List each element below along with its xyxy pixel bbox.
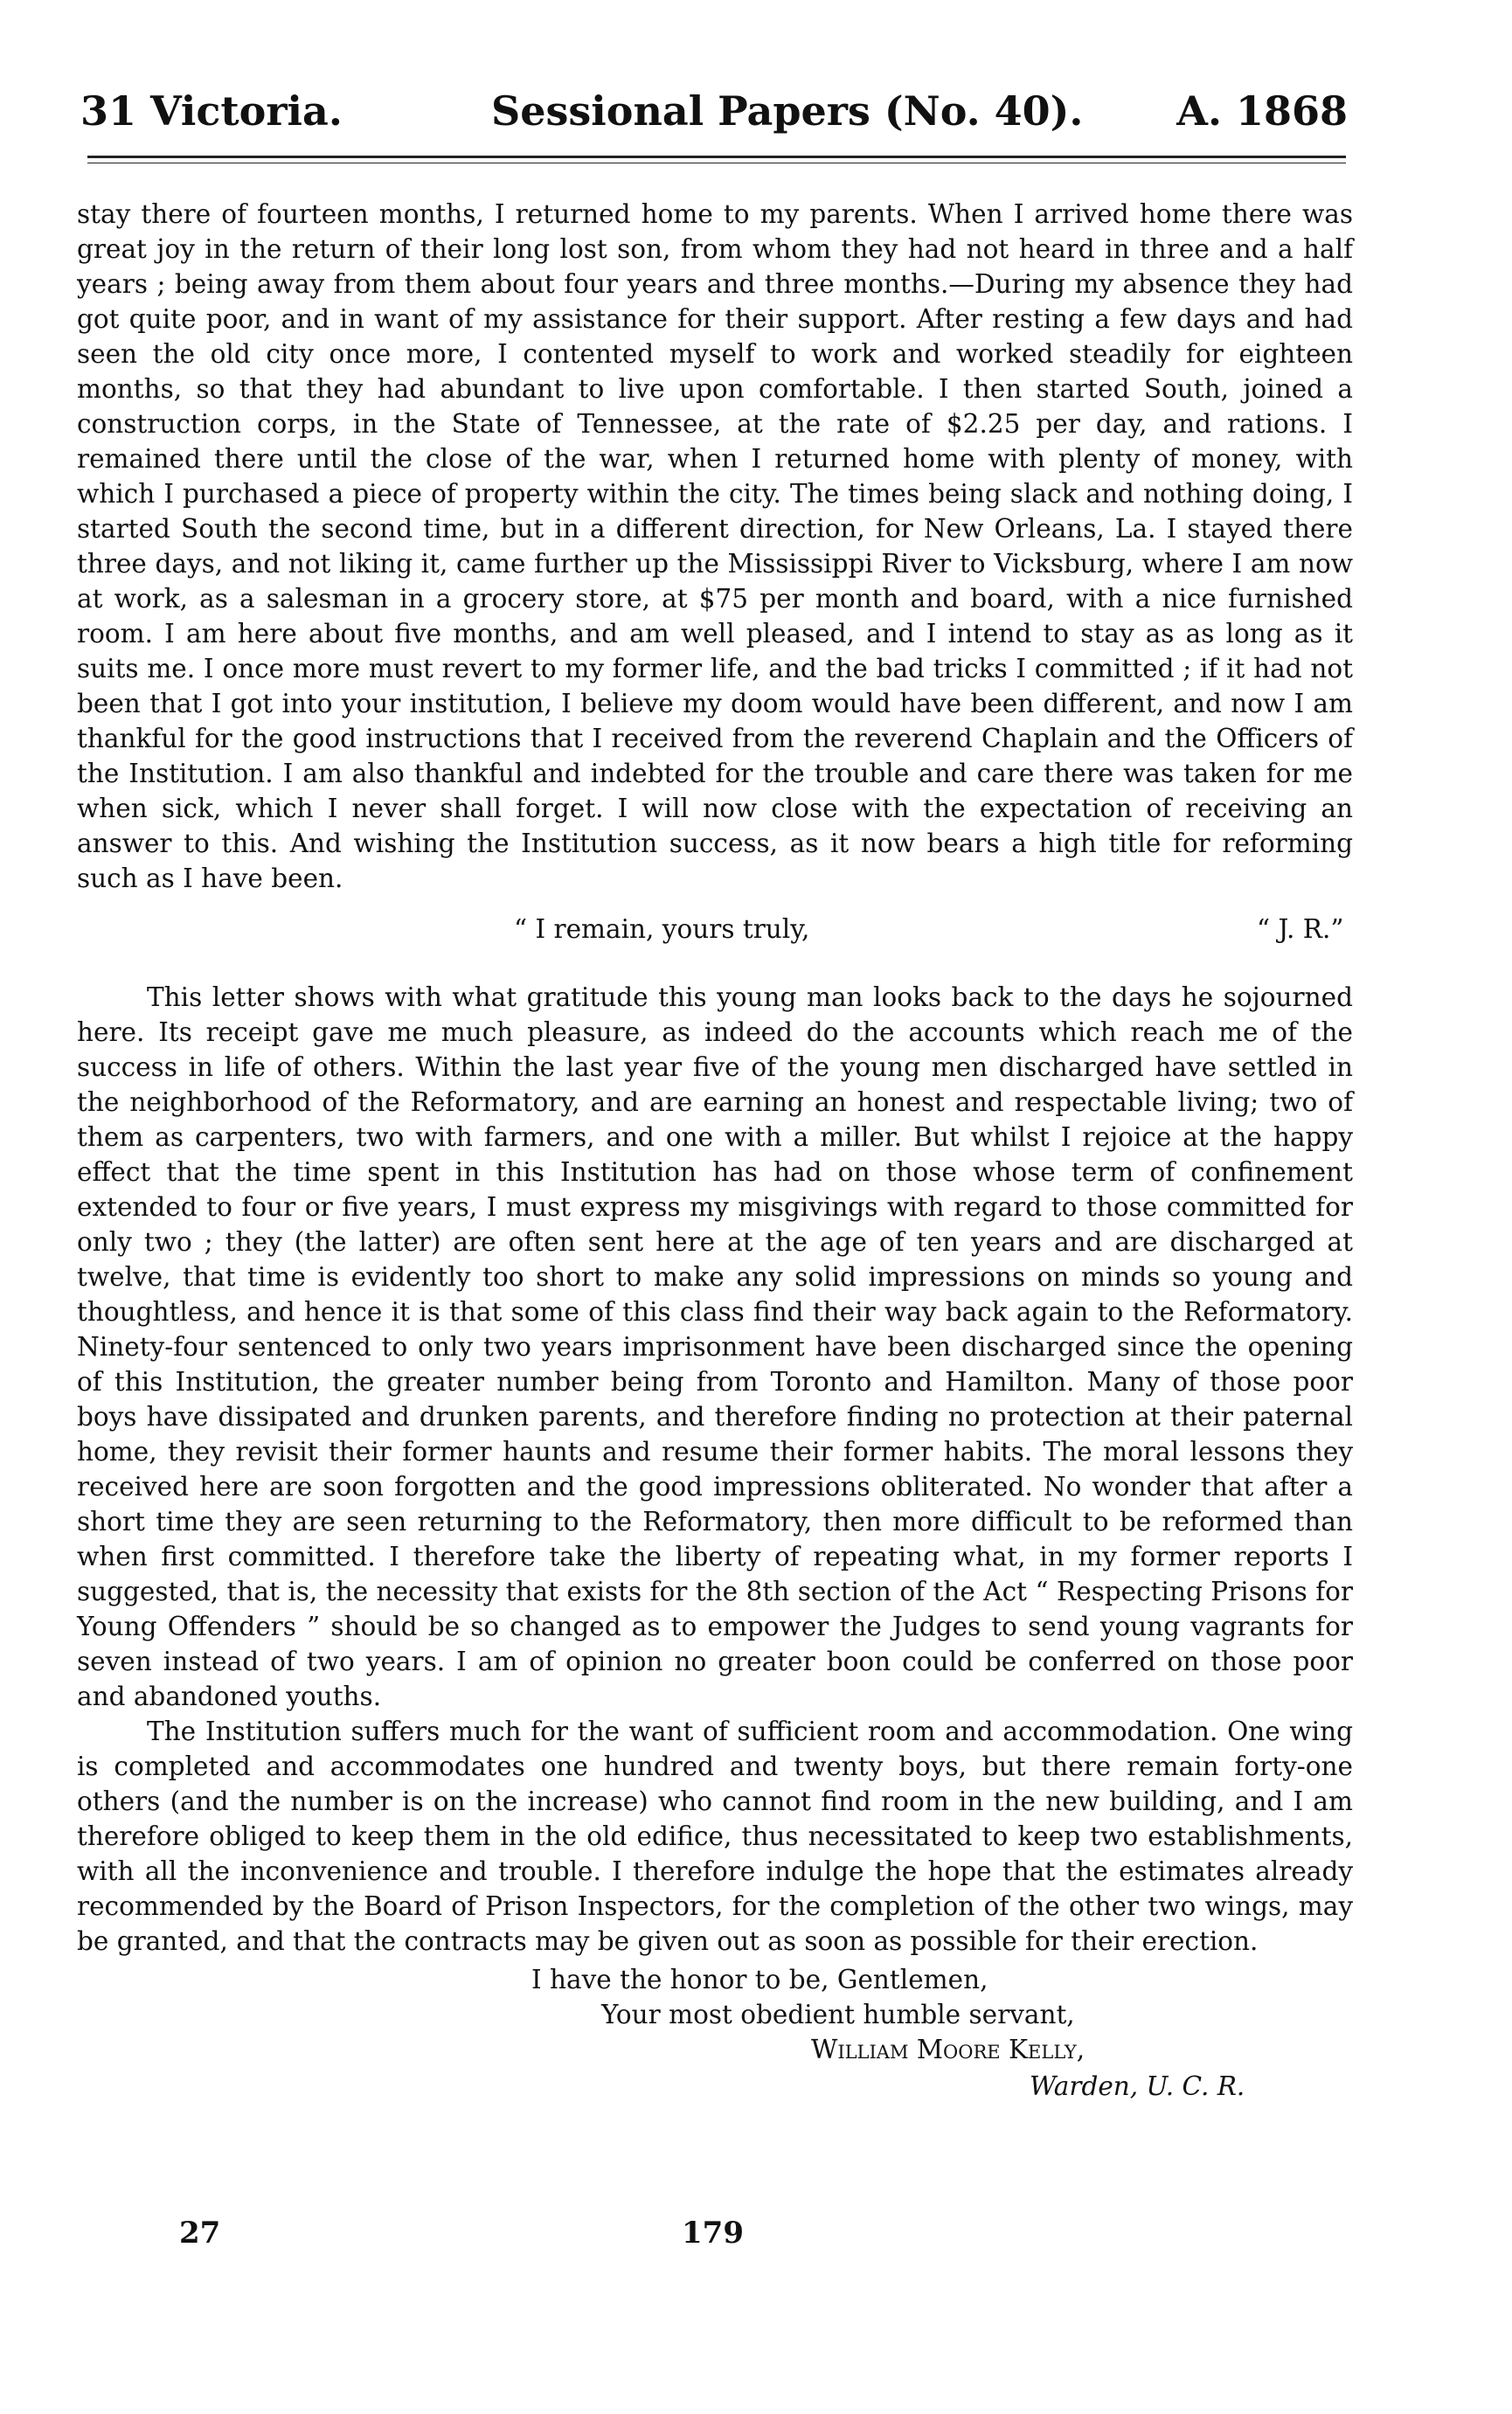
spacer	[77, 948, 1353, 980]
letter-closing-phrase: “ I remain, yours truly,	[514, 914, 810, 944]
closing-salutation: I have the honor to be, Gentlemen,	[531, 1965, 988, 1994]
header-volume: 31 Victoria.	[80, 87, 343, 135]
letter-continuation: stay there of fourteen months, I returned home to my parents. When I arrived home there was great joy in the return of their long lost son, from whom they had not heard in three and a half years ; being away from them about four years and three months.—During my absence they had got quite poor, and in want of my assistance for their support. After resting a few days and had seen the old city once more, I contented myself to work and worked steadily for eighteen months, so that they had abundant to live upon comfortable. I then started South, joined a construction corps, in the State of Tennessee, at the rate of $2.25 per day, and rations. I remained there until the close of the war, when I returned home with plenty of money, with which I purchased a piece of property within the city. The times being slack and nothing doing, I started South the second time, but in a different direction, for New Orleans, La. I stayed there three days, and not liking it, came further up the Mississippi River to Vicksburg, where I am now at work, as a salesman in a grocery store, at $75 per month and board, with a nice furnished room. I am here about five months, and am well pleased, and I intend to stay as as long as it suits me. I once more must revert to my former life, and the bad tricks I committed ; if it had not been that I got into your institution, I believe my doom would have been different, and now I am thankful for the good instructions that I received from the reverend Chaplain and the Officers of the Institution. I am also thankful and indebted for the trouble and care there was taken for me when sick, which I never shall forget. I will now close with the expectation of receiving an answer to this. And wishing the Institution success, as it now bears a high title for reforming such as I have been.	[77, 199, 1353, 893]
signatory-name: William Moore Kelly,	[811, 2035, 1085, 2064]
signatory-title: Warden, U. C. R.	[1030, 2071, 1245, 2101]
page-body	[77, 197, 1353, 2146]
page-number: 179	[682, 2216, 744, 2251]
header-year: A. 1868	[1176, 87, 1348, 135]
page-footer	[0, 2216, 1512, 2268]
header-title: Sessional Papers (No. 40).	[491, 87, 1084, 135]
letter-signoff	[77, 912, 1353, 948]
letter-initials: “ J. R.”	[1257, 914, 1344, 944]
body-paragraph: The Institution suffers much for the want of sufficient room and accommodation. One wing is completed and accommodates one hundred and twenty boys, but there remain forty-one others (and the number is on the increase) who cannot find room in the new building, and I am therefore obliged to keep them in the old edifice, thus necessitated to keep two establishments, with all the inconvenience and trouble. I therefore indulge the hope that the estimates already recommended by the Board of Prison Inspectors, for the completion of the other two wings, may be granted, and that the contracts may be given out as soon as possible for their erection.	[77, 1717, 1353, 1956]
closing-servant: Your most obedient humble servant,	[601, 2000, 1075, 2029]
body-paragraph: This letter shows with what gratitude this young man looks back to the days he sojourned here. Its receipt gave me much pleasure, as indeed do the accounts which reach me of the success in life of others. Within the last year five of the young men discharged have settled in the neighborhood of the Reformatory, and are earning an honest and respectable living; two of them as carpenters, two with farmers, and one with a miller. But whilst I rejoice at the happy effect that the time spent in this Institution has had on those whose term of confinement extended to four or five years, I must express my misgivings with regard to those committed for only two ; they (the latter) are often sent here at the age of ten years and are discharged at twelve, that time is evidently too short to make any solid impressions on minds so young and thoughtless, and hence it is that some of this class find their way back again to the Reformatory. Ninety-four sentenced to only two years imprisonment have been discharged since the opening of this Institution, the greater number being from Toronto and Hamilton. Many of those poor boys have dissipated and drunken parents, and therefore finding no protection at their paternal home, they revisit their former haunts and resume their former habits. The moral lessons they received here are soon forgotten and the good impressions obliterated. No wonder that after a short time they are seen returning to the Reformatory, then more difficult to be reformed than when first committed. I therefore take the liberty of repeating what, in my former reports I suggested, that is, the necessity that exists for the 8th section of the Act “ Respecting Prisons for Young Offenders ” should be so changed as to empower the Judges to send young vagrants for seven instead of two years. I am of opinion no greater boon could be conferred on those poor and abandoned youths.	[77, 982, 1353, 1711]
header-rule-thick	[87, 156, 1346, 158]
running-header	[80, 79, 1348, 149]
report-closing	[77, 1962, 1353, 2146]
signature-mark: 27	[179, 2216, 221, 2251]
